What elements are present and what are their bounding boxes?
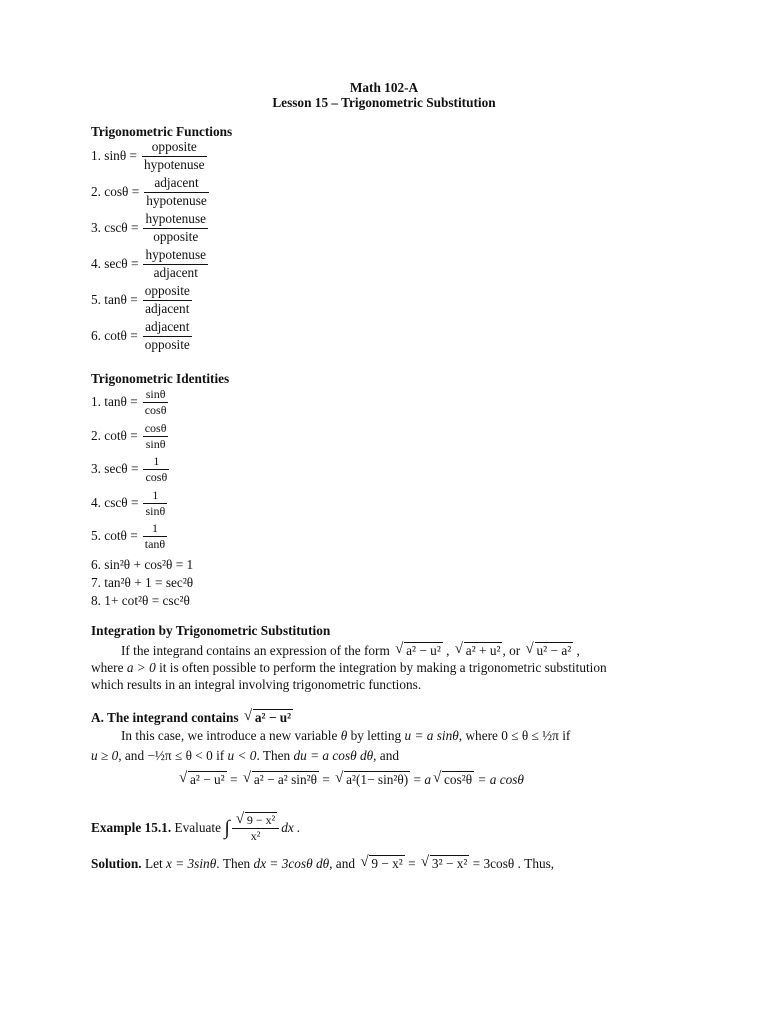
radical <box>433 771 474 788</box>
integration-heading: Integration by Trigonometric Substitution <box>91 623 331 638</box>
radicand: cos²θ <box>444 772 473 787</box>
intro-paragraph-line <box>91 660 681 676</box>
fraction-numerator: opposite <box>151 138 197 154</box>
intro-text: where <box>91 660 124 675</box>
fraction <box>143 488 167 519</box>
identity-item <box>91 518 169 554</box>
radicand: 9 − x² <box>246 813 276 827</box>
coefficient: a <box>424 772 432 787</box>
function-item <box>91 173 211 211</box>
function-item <box>91 245 210 283</box>
radical <box>526 642 574 659</box>
functions-heading: Trigonometric Functions <box>91 124 233 139</box>
intro-text: it is often possible to perform the integration by making a trigonometric substitution <box>159 660 607 675</box>
section-a-range: −½π ≤ θ < 0 <box>147 748 213 763</box>
function-lhs: 3. cscθ = <box>91 220 139 236</box>
fraction-denominator: sinθ <box>143 436 169 452</box>
intro-text: If the integrand contains an expression of the form <box>121 643 390 658</box>
fraction-denominator: tanθ <box>144 536 166 551</box>
function-item <box>91 317 194 355</box>
radical <box>244 709 293 726</box>
function-lhs: 5. tanθ = <box>91 292 138 308</box>
solution-text: . Then <box>216 856 251 871</box>
fraction-denominator: hypotenuse <box>146 192 207 208</box>
radical-equation: √ a² − u² = √ a² − a² sin²θ = √ a²(1− sin²θ) = a√ cos²θ = a cosθ <box>177 771 524 788</box>
radical <box>360 855 404 872</box>
fraction <box>143 319 192 353</box>
equation-result: = a cosθ <box>477 772 524 787</box>
fraction-numerator: 1 <box>151 520 158 535</box>
identity-lhs: 1. tanθ = <box>91 394 138 410</box>
identity-item <box>91 485 169 521</box>
section-a-text: , where <box>458 728 498 743</box>
section-a-heading <box>91 709 293 726</box>
lesson-title: Lesson 15 – Trigonometric Substitution <box>272 95 496 110</box>
identity-lhs: 5. cotθ = <box>91 528 138 544</box>
function-lhs: 6. cotθ = <box>91 328 138 344</box>
fraction-denominator: cosθ <box>145 469 168 484</box>
radicand: a² − u² <box>190 772 225 787</box>
radicand: 3² − x² <box>431 856 468 871</box>
solution-differential: dx = 3cosθ dθ <box>253 856 330 871</box>
fraction-denominator: sinθ <box>145 503 166 518</box>
section-a-text: if <box>216 748 225 763</box>
solution-label: Solution. <box>91 856 142 871</box>
section-a-text: , and <box>118 748 145 763</box>
fraction-numerator: hypotenuse <box>145 246 207 262</box>
function-item <box>91 281 194 319</box>
solution-text: = 3cosθ . Thus, <box>472 856 555 871</box>
radicand: a² − a² sin²θ <box>253 772 317 787</box>
course-title: Math 102-A <box>349 80 419 95</box>
fraction-denominator: hypotenuse <box>144 156 205 172</box>
fraction <box>143 387 169 418</box>
section-a-text: . Then <box>256 748 291 763</box>
solution-text: Let <box>144 856 163 871</box>
intro-paragraph-line: which results in an integral involving trigonometric functions. <box>91 677 422 692</box>
solution-line: Solution. Let x = 3sinθ. Then dx = 3cosθ dθ, and √ 9 − x² = √ 3² − x² = 3cosθ . Thus, <box>91 855 554 872</box>
fraction <box>143 521 167 552</box>
fraction <box>144 175 209 209</box>
section-a-theta: θ <box>340 728 348 743</box>
radicand: a² + u² <box>465 643 501 658</box>
function-item <box>91 209 210 247</box>
example-label: Example 15.1. <box>91 820 172 836</box>
identity-line-6: 6. sin²θ + cos²θ = 1 <box>91 557 194 572</box>
identity-lhs: 3. secθ = <box>91 461 139 477</box>
identity-line-8: 8. 1+ cot²θ = csc²θ <box>91 593 190 608</box>
fraction <box>143 247 208 281</box>
or-text: , or <box>502 643 521 658</box>
fraction-numerator <box>232 812 279 828</box>
fraction-denominator: adjacent <box>143 264 208 282</box>
radical <box>395 642 443 659</box>
fraction <box>142 139 207 173</box>
section-a-text: , and <box>373 748 400 763</box>
example-text: Evaluate <box>174 820 221 836</box>
radicand: u² − a² <box>536 643 572 658</box>
fraction-denominator: opposite <box>144 336 190 352</box>
fraction-numerator: adjacent <box>154 174 199 190</box>
section-a-line <box>91 748 681 764</box>
section-a-line <box>91 728 711 744</box>
section-a-substitution: u = a sinθ <box>404 728 459 743</box>
fraction-numerator: opposite <box>144 282 190 298</box>
function-lhs: 1. sinθ = <box>91 148 138 164</box>
fraction-numerator: 1 <box>153 453 160 468</box>
fraction <box>143 454 169 485</box>
fraction <box>232 812 279 844</box>
radical <box>243 771 319 788</box>
radicand: 9 − x² <box>371 856 403 871</box>
fraction-numerator: hypotenuse <box>145 210 207 226</box>
section-a-condition: u < 0 <box>227 748 257 763</box>
integral-sign: ∫ <box>224 817 230 839</box>
fraction-denominator: x² <box>232 828 279 844</box>
identity-lhs: 4. cscθ = <box>91 495 139 511</box>
fraction <box>143 283 192 317</box>
fraction <box>143 211 208 245</box>
fraction-denominator: adjacent <box>143 300 192 318</box>
section-a-condition: u ≥ 0 <box>91 748 119 763</box>
identity-lhs: 2. cotθ = <box>91 428 138 444</box>
fraction-numerator: cosθ <box>144 420 167 435</box>
identity-line-7: 7. tan²θ + 1 = sec²θ <box>91 575 194 590</box>
example-line <box>91 812 300 844</box>
solution-substitution: x = 3sinθ <box>166 856 217 871</box>
section-a-text: if <box>562 728 571 743</box>
section-a-differential: du = a cosθ dθ <box>293 748 374 763</box>
section-a-text: by letting <box>350 728 402 743</box>
fraction-denominator: cosθ <box>144 402 167 417</box>
radical <box>236 812 277 828</box>
identity-item <box>91 418 170 454</box>
identity-item <box>91 384 170 420</box>
fraction-numerator: adjacent <box>145 318 190 334</box>
intro-paragraph-line: If the integrand contains an expression of the form √ a² − u² , √ a² + u² , or √ u² − a² , <box>91 642 711 659</box>
radical <box>421 855 469 872</box>
identities-heading: Trigonometric Identities <box>91 371 230 386</box>
radicand: a²(1− sin²θ) <box>346 772 409 787</box>
intro-condition: a > 0 <box>126 660 156 675</box>
radical <box>455 642 503 659</box>
solution-text: , and <box>329 856 355 871</box>
radical <box>179 771 227 788</box>
function-lhs: 4. secθ = <box>91 256 139 272</box>
radicand: a² − u² <box>406 643 441 658</box>
function-item <box>91 137 209 175</box>
identity-item <box>91 451 171 487</box>
section-a-range: 0 ≤ θ ≤ ½π <box>501 728 559 743</box>
radical <box>335 771 410 788</box>
fraction-numerator: 1 <box>152 487 159 502</box>
radicand: a² − u² <box>254 710 292 725</box>
section-a-text: In this case, we introduce a new variable <box>121 728 338 743</box>
fraction-denominator: opposite <box>143 228 208 246</box>
function-lhs: 2. cosθ = <box>91 184 140 200</box>
example-differential: dx . <box>281 820 301 836</box>
fraction <box>143 421 169 452</box>
fraction-numerator: sinθ <box>145 386 166 401</box>
section-a-heading-text: A. The integrand contains <box>91 710 239 725</box>
